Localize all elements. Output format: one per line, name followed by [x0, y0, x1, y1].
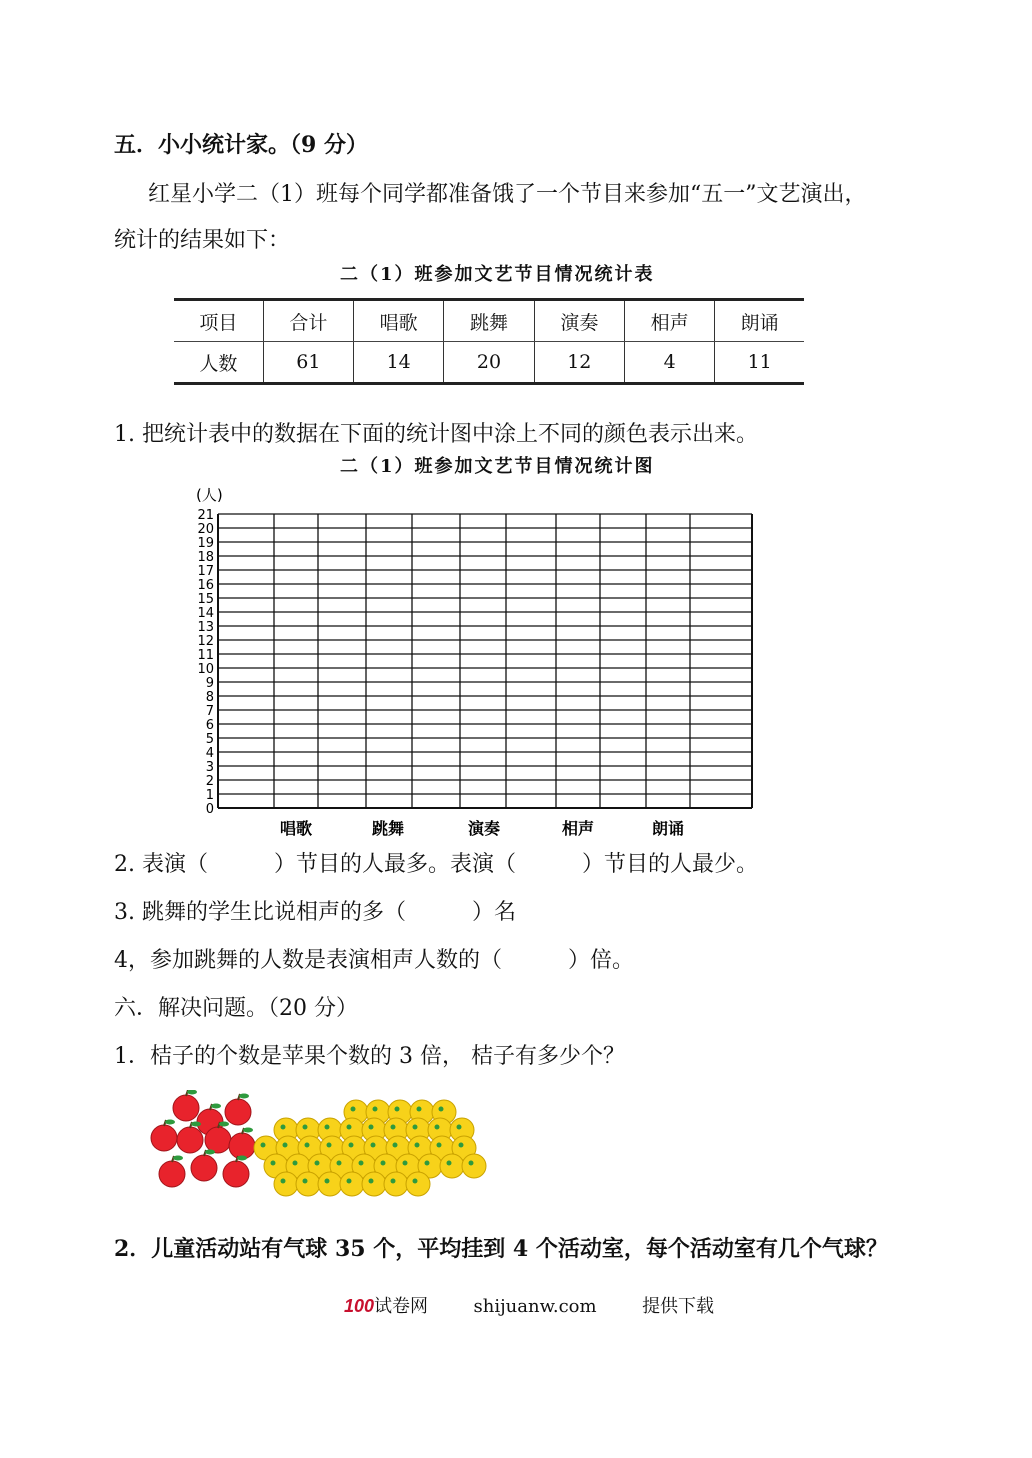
orange-star — [349, 1143, 354, 1148]
y-tick-label: 2 — [205, 774, 214, 789]
orange-star — [351, 1107, 356, 1112]
orange-star — [391, 1179, 396, 1184]
section5-intro-line2: 统计的结果如下： — [114, 228, 291, 253]
apple-icon — [229, 1133, 255, 1159]
section5-heading: 五．小小统计家。（9 分） — [114, 132, 368, 158]
orange-star — [459, 1143, 464, 1148]
table-cell: 人数 — [174, 342, 263, 384]
y-tick-label: 6 — [205, 718, 214, 733]
orange-star — [327, 1143, 332, 1148]
orange-star — [437, 1143, 442, 1148]
table-cell: 61 — [263, 342, 353, 384]
orange-star — [373, 1107, 378, 1112]
orange-icon — [362, 1172, 386, 1196]
question-2: 2. 表演（ ）节目的人最多。表演（ ）节目的人最少。 — [114, 852, 758, 877]
y-tick-label: 16 — [197, 578, 214, 593]
apple-leaf — [205, 1150, 215, 1155]
x-tick-label: 跳舞 — [371, 819, 405, 838]
y-tick-label: 14 — [197, 606, 214, 621]
orange-star — [281, 1179, 286, 1184]
y-tick-label: 8 — [205, 690, 214, 705]
chart-svg — [180, 478, 780, 844]
apple-leaf — [219, 1122, 229, 1127]
orange-star — [293, 1161, 298, 1166]
question-1: 1. 把统计表中的数据在下面的统计图中涂上不同的颜色表示出来。 — [114, 422, 758, 447]
orange-star — [303, 1125, 308, 1130]
section6-heading: 六．解决问题。（20 分） — [114, 996, 358, 1021]
orange-star — [369, 1179, 374, 1184]
orange-icon — [462, 1154, 486, 1178]
orange-star — [281, 1125, 286, 1130]
table-header-cell: 合计 — [263, 300, 353, 342]
orange-star — [347, 1179, 352, 1184]
orange-star — [303, 1179, 308, 1184]
y-tick-label: 11 — [197, 648, 214, 663]
orange-star — [381, 1161, 386, 1166]
orange-star — [371, 1143, 376, 1148]
orange-star — [413, 1179, 418, 1184]
footer — [344, 1292, 714, 1318]
table-header-cell: 项目 — [174, 300, 263, 342]
orange-star — [415, 1143, 420, 1148]
y-tick-label: 21 — [197, 508, 214, 523]
table-header-cell: 朗诵 — [715, 300, 804, 342]
orange-star — [325, 1179, 330, 1184]
orange-star — [413, 1125, 418, 1130]
x-tick-label: 演奏 — [467, 819, 501, 838]
footer-note: 提供下载 — [642, 1296, 715, 1317]
apple-icon — [151, 1125, 177, 1151]
y-tick-label: 17 — [197, 564, 214, 579]
apple-icon — [177, 1127, 203, 1153]
orange-star — [425, 1161, 430, 1166]
footer-url[interactable]: shijuanw.com — [473, 1296, 597, 1317]
orange-star — [447, 1161, 452, 1166]
orange-icon — [274, 1172, 298, 1196]
apple-leaf — [239, 1094, 249, 1099]
fruit-illustration — [146, 1090, 496, 1200]
table-header-row — [174, 300, 804, 342]
orange-star — [347, 1125, 352, 1130]
y-tick-label: 9 — [205, 676, 214, 691]
apple-leaf — [173, 1156, 183, 1161]
orange-star — [271, 1161, 276, 1166]
y-tick-label: 15 — [197, 592, 214, 607]
fruit-svg — [146, 1090, 496, 1200]
y-tick-label: 10 — [197, 662, 214, 677]
y-tick-label: 20 — [197, 522, 214, 537]
orange-icon — [318, 1172, 342, 1196]
section5-intro-line1: 红星小学二（1）班每个同学都准备饿了一个节目来参加“五一”文艺演出， — [148, 182, 867, 207]
apple-icon — [223, 1161, 249, 1187]
orange-star — [283, 1143, 288, 1148]
orange-star — [325, 1125, 330, 1130]
y-tick-label: 18 — [197, 550, 214, 565]
problem-1: 1．桔子的个数是苹果个数的 3 倍， 桔子有多少个？ — [114, 1044, 625, 1069]
question-4: 4，参加跳舞的人数是表演相声人数的（ ）倍。 — [114, 948, 634, 973]
bar-chart — [180, 478, 780, 844]
y-tick-label: 1 — [205, 788, 214, 803]
x-tick-label: 唱歌 — [279, 819, 313, 838]
table-cell: 12 — [534, 342, 624, 384]
orange-star — [359, 1161, 364, 1166]
orange-icon — [406, 1172, 430, 1196]
apple-leaf — [191, 1122, 201, 1127]
table-cell: 14 — [354, 342, 444, 384]
orange-star — [261, 1143, 266, 1148]
site-logo: 100 — [344, 1296, 375, 1316]
table-cell: 4 — [624, 342, 714, 384]
apple-icon — [191, 1155, 217, 1181]
orange-star — [369, 1125, 374, 1130]
y-tick-label: 12 — [197, 634, 214, 649]
orange-star — [403, 1161, 408, 1166]
problem-2: 2．儿童活动站有气球 35 个，平均挂到 4 个活动室，每个活动室有几个气球？ — [114, 1236, 888, 1262]
apple-leaf — [165, 1120, 175, 1125]
footer-site-name: 试卷网 — [374, 1296, 429, 1317]
orange-icon — [296, 1172, 320, 1196]
y-tick-label: 4 — [205, 746, 214, 761]
y-tick-label: 0 — [205, 802, 214, 817]
orange-icon — [384, 1172, 408, 1196]
apple-leaf — [187, 1090, 197, 1095]
question-3: 3. 跳舞的学生比说相声的多（ ）名 — [114, 900, 516, 925]
orange-star — [395, 1107, 400, 1112]
stats-table — [174, 298, 804, 385]
orange-star — [305, 1143, 310, 1148]
apple-leaf — [243, 1128, 253, 1133]
table-cell: 20 — [444, 342, 534, 384]
table-row — [174, 342, 804, 384]
orange-star — [457, 1125, 462, 1130]
apple-icon — [173, 1095, 199, 1121]
table-header-cell: 唱歌 — [354, 300, 444, 342]
orange-star — [315, 1161, 320, 1166]
apple-icon — [205, 1127, 231, 1153]
y-tick-label: 13 — [197, 620, 214, 635]
table-header-cell: 演奏 — [534, 300, 624, 342]
orange-icon — [340, 1172, 364, 1196]
apple-leaf — [211, 1104, 221, 1109]
y-tick-label: 7 — [205, 704, 214, 719]
y-tick-label: 3 — [205, 760, 214, 775]
x-tick-label: 朗诵 — [651, 819, 685, 838]
apple-icon — [225, 1099, 251, 1125]
orange-star — [337, 1161, 342, 1166]
apple-icon — [159, 1161, 185, 1187]
apple-leaf — [237, 1156, 247, 1161]
x-tick-label: 相声 — [561, 819, 595, 838]
orange-icon — [440, 1154, 464, 1178]
orange-star — [391, 1125, 396, 1130]
orange-star — [393, 1143, 398, 1148]
table-header-cell: 跳舞 — [444, 300, 534, 342]
y-tick-label: 19 — [197, 536, 214, 551]
chart-title: 二（1）班参加文艺节目情况统计图 — [340, 456, 655, 477]
orange-star — [439, 1107, 444, 1112]
y-axis-label: (人) — [196, 486, 223, 504]
orange-star — [469, 1161, 474, 1166]
table-title: 二（1）班参加文艺节目情况统计表 — [340, 264, 655, 285]
y-tick-label: 5 — [205, 732, 214, 747]
orange-star — [435, 1125, 440, 1130]
table-cell: 11 — [715, 342, 804, 384]
orange-star — [417, 1107, 422, 1112]
table-header-cell: 相声 — [624, 300, 714, 342]
